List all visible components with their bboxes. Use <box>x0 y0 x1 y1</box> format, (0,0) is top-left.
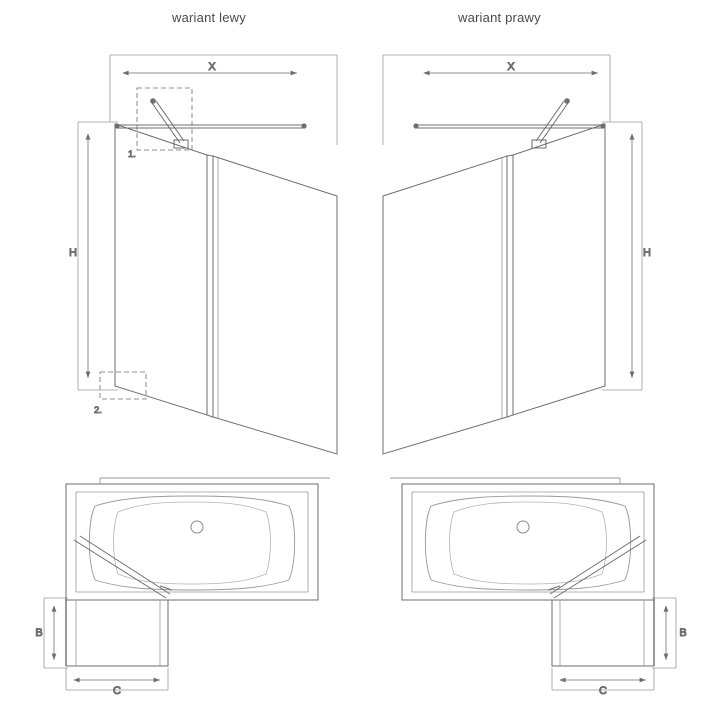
left-dimension-x-label: X <box>208 61 216 73</box>
left-bar-end-dot <box>301 123 306 128</box>
right-plan-screen-footprint <box>552 597 654 666</box>
left-bathtub-basin-inner <box>114 502 271 584</box>
left-variant-perspective <box>69 55 337 454</box>
left-callout-1-label: 1. <box>128 149 136 160</box>
right-variant-title: wariant prawy <box>458 10 541 25</box>
right-dimension-x-label: X <box>507 61 515 73</box>
right-bathtub-inner-rim <box>412 492 644 592</box>
right-swing-glass-panel <box>383 156 507 454</box>
left-top-dimension <box>110 55 337 145</box>
right-stabiliser-bar <box>416 125 603 128</box>
right-bathtub-drain <box>517 521 529 533</box>
left-bathtub-inner-rim <box>76 492 308 592</box>
right-vertical-post <box>507 155 513 417</box>
left-dimension-c-label: C <box>113 685 121 697</box>
right-fixed-glass-panel <box>513 124 605 415</box>
right-dimension-h-label: H <box>643 247 651 259</box>
right-dimension-c-label: C <box>599 685 607 697</box>
right-diagonal-strut <box>532 98 570 148</box>
right-variant-perspective <box>383 55 651 454</box>
right-side-dimension <box>602 122 642 390</box>
left-plan-screen-footprint <box>66 597 168 666</box>
left-variant-plan <box>35 478 330 697</box>
left-wall-mount-dot <box>114 123 119 128</box>
left-vertical-post <box>207 155 213 417</box>
left-callout-2-box <box>100 372 146 399</box>
right-bathtub-basin-inner <box>450 502 607 584</box>
left-dimension-b-label: B <box>35 627 43 639</box>
left-diagonal-strut <box>150 98 188 148</box>
right-top-dimension <box>383 55 610 145</box>
left-swing-glass-panel <box>213 156 337 454</box>
left-callout-2-label: 2. <box>94 405 102 416</box>
right-bathtub-basin <box>425 496 630 590</box>
left-plan-door-swing <box>74 536 172 598</box>
right-wall-mount-dot <box>600 123 605 128</box>
right-plan-door-swing <box>548 536 646 598</box>
left-dimension-h-label: H <box>69 247 77 259</box>
left-side-dimension <box>78 122 118 390</box>
left-bathtub-basin <box>89 496 294 590</box>
left-fixed-glass-panel <box>115 124 207 415</box>
left-bathtub-drain <box>191 521 203 533</box>
right-bar-end-dot <box>413 123 418 128</box>
left-dimension-b <box>44 598 68 668</box>
left-stabiliser-bar <box>117 125 304 128</box>
left-variant-title: wariant lewy <box>172 10 246 25</box>
right-dimension-b <box>652 598 676 668</box>
right-dimension-b-label: B <box>679 627 687 639</box>
right-variant-plan <box>390 478 687 697</box>
